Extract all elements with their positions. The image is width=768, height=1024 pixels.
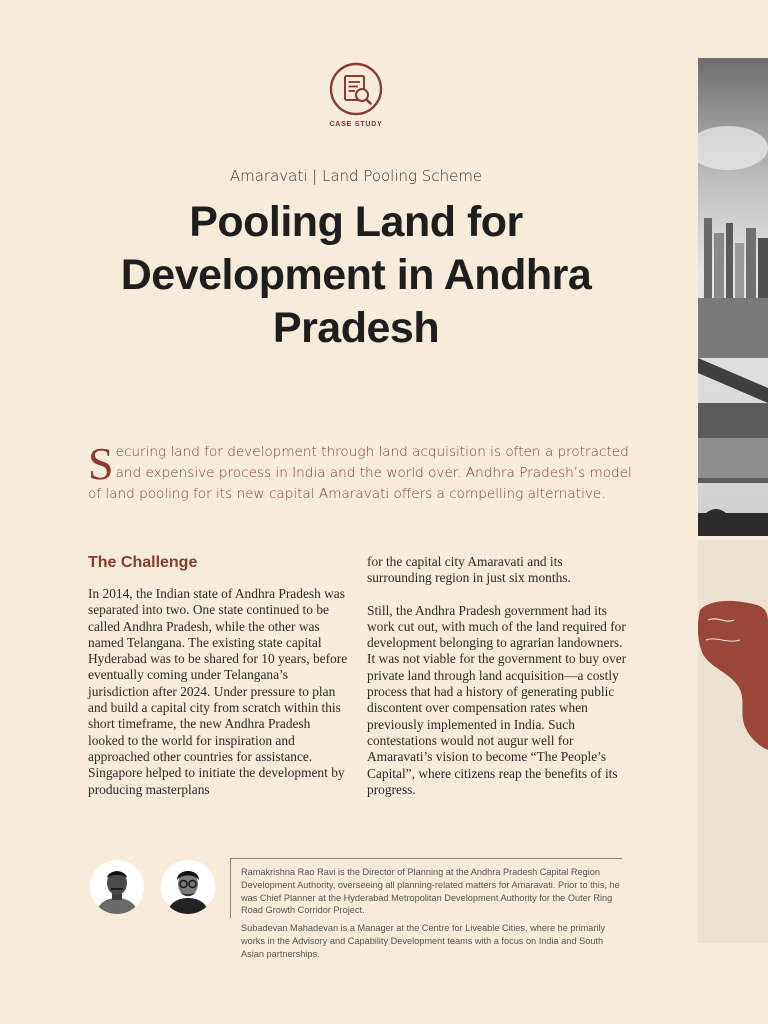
- author-avatar-2: [161, 860, 215, 914]
- globe-decoration: [698, 540, 768, 943]
- globe-icon: [698, 540, 768, 943]
- kicker: Amaravati | Land Pooling Scheme: [229, 167, 483, 185]
- body-column-2: [367, 554, 629, 798]
- divider: [230, 858, 622, 859]
- person-portrait-icon: [90, 860, 144, 914]
- author-bios: [241, 866, 626, 961]
- lead-paragraph: [88, 438, 648, 505]
- drop-cap: S: [88, 438, 114, 489]
- col2-paragraph-1: for the capital city Amaravati and its surrounding region in just six months.: [367, 554, 571, 586]
- divider: [230, 858, 231, 918]
- badge-label: CASE STUDY: [329, 121, 383, 128]
- author-avatar-1: [90, 860, 144, 914]
- author-bio-2: Subadevan Mahadevan is a Manager at the Centre for Liveable Cities, where he primarily works in the Advisory and Capability Development teams with a focus on India and South Asian partnerships.: [241, 923, 606, 959]
- person-portrait-icon: [161, 860, 215, 914]
- city-photo: [698, 58, 768, 536]
- page-title: Pooling Land for Development in Andhra Pradesh: [120, 198, 592, 352]
- col2-paragraph-2: Still, the Andhra Pradesh government had its work cut out, with much of the land required for development belonging to agrarian landowners. It was not viable for the government to buy over private land through land acquisition—a costly process that had a history of generating public discontent over compensation rates when previously implemented in India. Such contestations would not augur well for Amaravati’s vision to become “The People’s Capital”, where citizens reap the benefits of its progress.: [367, 602, 627, 797]
- section-heading: The Challenge: [88, 554, 198, 571]
- body-column-1: In 2014, the Indian state of Andhra Pradesh was separated into two. One state continued to be called Andhra Pradesh, while the other was named Telangana. The existing state capital Hyderabad was to be shared for 10 years, before eventually coming under Telangana’s jurisdiction after 2024. Under pressure to plan and build a capital city from scratch within this short timeframe, the new Andhra Pradesh looked to the world for inspiration and approached other countries for assistance. Singapore helped to initiate the development by producing masterplans: [88, 586, 348, 797]
- case-study-document-magnifier-icon: [329, 62, 383, 116]
- lead-text: ecuring land for development through land acquisition is often a protracted and expensive process in India and the world over. Andhra Pradesh’s model of land pooling for its new capital Amaravati offers a compelling alternative.: [88, 444, 632, 502]
- author-bio-1: Ramakrishna Rao Ravi is the Director of Planning at the Andhra Pradesh Capital Region Development Authority, overseeing all planning-related matters for Amaravati. Prior to this, he was Chief Planner at the Hyderabad Metropolitan Development Authority for the Outer Ring Road Growth Corridor Project.: [241, 867, 620, 916]
